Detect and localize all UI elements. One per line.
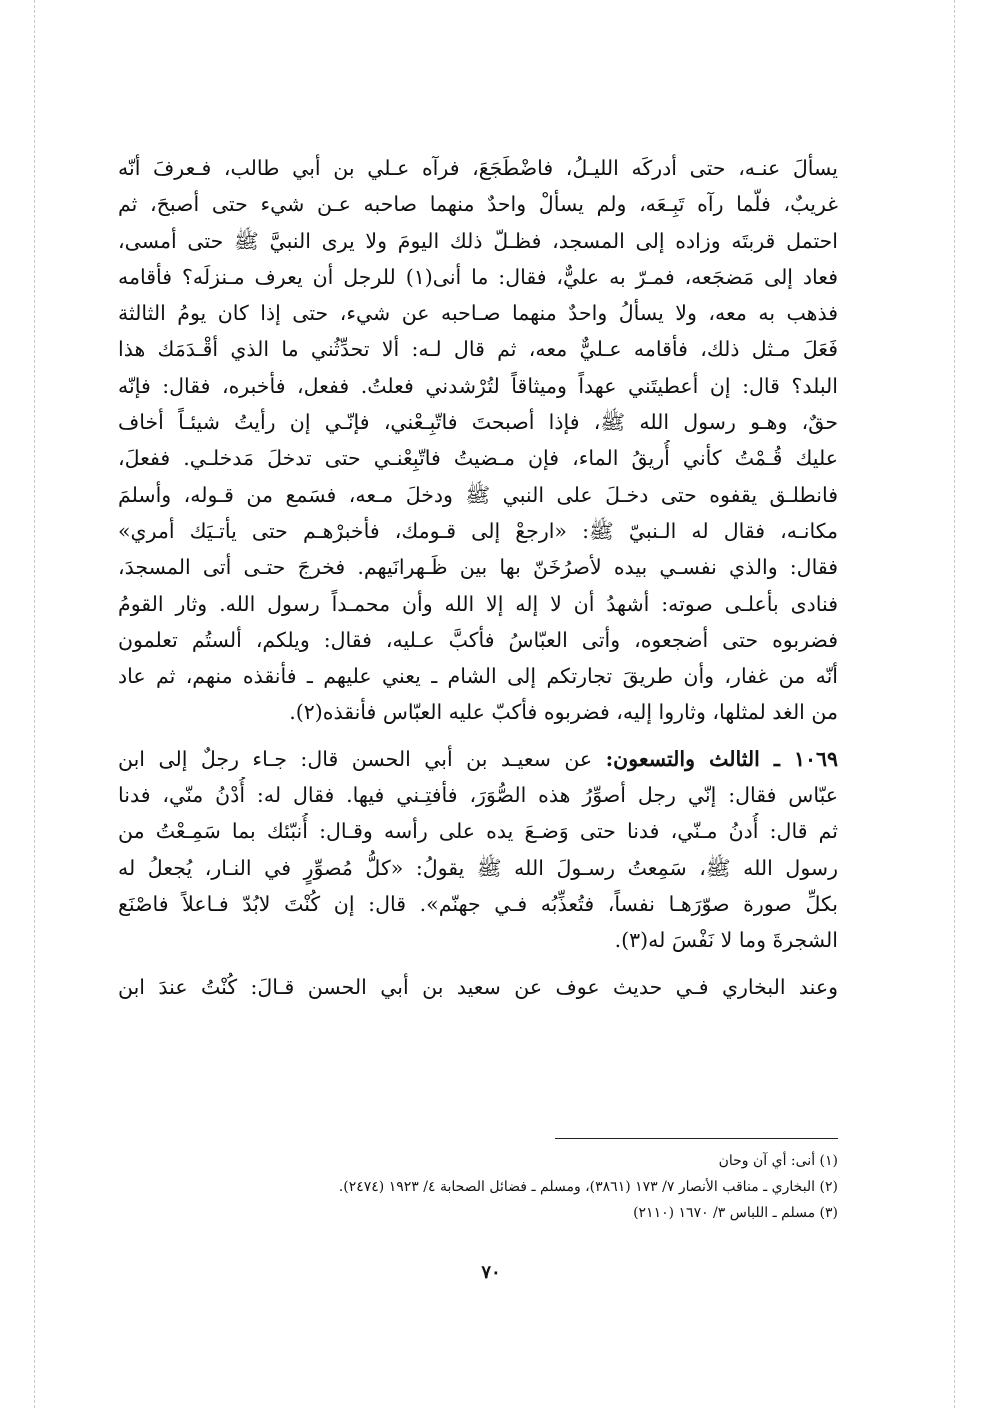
hadith-line: رسول الله ﷺ، سَمِعتُ رسـولَ الله ﷺ يقولُ: «كلُّ مُصوِّرٍ في النـار، يُجعلُ له [118, 855, 838, 880]
body-line: حقٌ، وهـو رسول الله ﷺ، فإذا أصبحتَ فاتّبِـعْني، فإنّـي إن رأيتُ شيئـاً أخاف [118, 410, 838, 435]
body-line: فَعَلَ مـثل ذلك، فأقامه عـليٌّ معه، ثم قال لـه: ألا تحدِّثُني ما الذي أقْـدَمَك هذا [118, 337, 838, 362]
footnote-separator [555, 1138, 838, 1139]
hadith-line: عن سعيـد بن أبي الحسن قال: جـاء رجلٌ إلى ابن [118, 746, 606, 771]
body-line: البلد؟ قال: إن أعطيتَني عهداً وميثاقاً لتُرْشدني فعلتُ. ففعل، فأخبره، فقال: فإنّه [118, 373, 838, 398]
hadith-line: ثم قال: أُدنُ مـنّي، فدنا حتى وَضـعَ يده على رأسه وقـال: أُنبّئك بما سَمِـعْتُ من [118, 819, 838, 844]
main-text [118, 150, 838, 1005]
hadith-line: بكلِّ صورة صوّرَهـا نفساً، فتُعذِّبُه فـي جهنّم». قال: إن كُنْتَ لابُدّ فـاعلاً فاصْنَع [118, 891, 838, 916]
body-line: فضربوه حتى أضجعوه، وأتى العبّاسُ فأكبَّ عـليه، فقال: ويلكم، ألستُم تعلمون [118, 627, 838, 652]
footnotes [118, 1148, 838, 1226]
continuation-line: وعند البخاري فـي حديث عوف عن سعيد بن أبي الحسن قـالَ: كُنْتُ عندَ ابن [118, 974, 838, 999]
hadith-line: الشجرةَ وما لا نَفْسَ له(٣). [614, 928, 838, 953]
body-line: مكانـه، فقال له الـنبيّ ﷺ: «ارجعْ إلى قـومك، فأخبرْهـم حتى يأتـيَك أمري» [118, 518, 838, 543]
left-margin-guide [34, 0, 35, 1408]
page-number: ٧٠ [481, 1262, 501, 1283]
body-line: أنّه من غفار، وأن طريقَ تجارتكم إلى الشام ـ يعني عليهم ـ فأنقذه منهم، ثم عاد [118, 664, 838, 689]
body-line: احتمل قربتَه وزاده إلى المسجد، فظـلّ ذلك اليومَ ولا يرى النبيَّ ﷺ حتى أمسى، [118, 228, 838, 253]
body-line: فنادى بأعلـى صوته: أشهدُ أن لا إله إلا الله وأن محمـداً رسول الله. وثار القومُ [118, 591, 838, 616]
right-margin-guide [954, 0, 955, 1408]
footnote: (٣) مسلم ـ اللباس ٣/ ١٦٧٠ (٢١١٠) [633, 1205, 838, 1221]
body-line: فذهب به معه، ولا يسألُ واحدٌ منهما صـاحبه عن شيء، حتى إذا كان يومُ الثالثة [118, 301, 838, 326]
hadith-number: ١٠٦٩ ـ الثالث والتسعون: [605, 746, 838, 771]
body-line: فعاد إلى مَضجَعه، فمـرّ به عليٌّ، فقال: ما أنى(١) للرجل أن يعرف مـنزلَه؟ فأقامه [118, 264, 838, 289]
footnote: (٢) البخاري ـ مناقب الأنصار ٧/ ١٧٣ (٣٨٦١)، ومسلم ـ فضائل الصحابة ٤/ ١٩٢٣ (٢٤٧٤). [338, 1179, 838, 1195]
body-line: فقال: والذي نفسـي بيده لأصرُخَنّ بها بين ظَـهرانَيهم. فخرجَ حتـى أتى المسجدَ، [118, 555, 838, 580]
body-line: عليك قُـمْتُ كأني أُريقُ الماء، فإن مـضيتُ فاتّبِعْنـي حتى تدخلَ مَدخلـي. ففعلَ، [118, 446, 838, 471]
hadith-first-line [118, 741, 838, 777]
hadith-line: عبّاس فقال: إنّي رجل أصوِّرُ هذه الصُّوَرَ، فأفتِـني فيها. فقال له: أُدْنُ منّي، فدنا [118, 783, 838, 808]
body-line: فانطلـق يقفوه حتى دخـلَ على النبي ﷺ ودخلَ مـعه، فسَمع من قـوله، وأسلمَ [118, 482, 838, 507]
body-line: غريبٌ، فلّما رآه تَبِـعَه، ولم يسألْ واحدٌ منهما صاحبه عـن شيء حتى أصبحَ، ثم [118, 192, 838, 217]
body-line: يسألَ عنـه، حتى أدركَه الليـلُ، فاضْطَجَعَ، فرآه عـلي بن أبي طالب، فـعرفَ أنّه [118, 156, 838, 180]
footnote: (١) أنى: أي آن وحان [718, 1153, 838, 1169]
body-line: من الغد لمثلها، وثاروا إليه، فضربوه فأكبّ عليه العبّاس فأنقذه(٢). [289, 700, 838, 725]
